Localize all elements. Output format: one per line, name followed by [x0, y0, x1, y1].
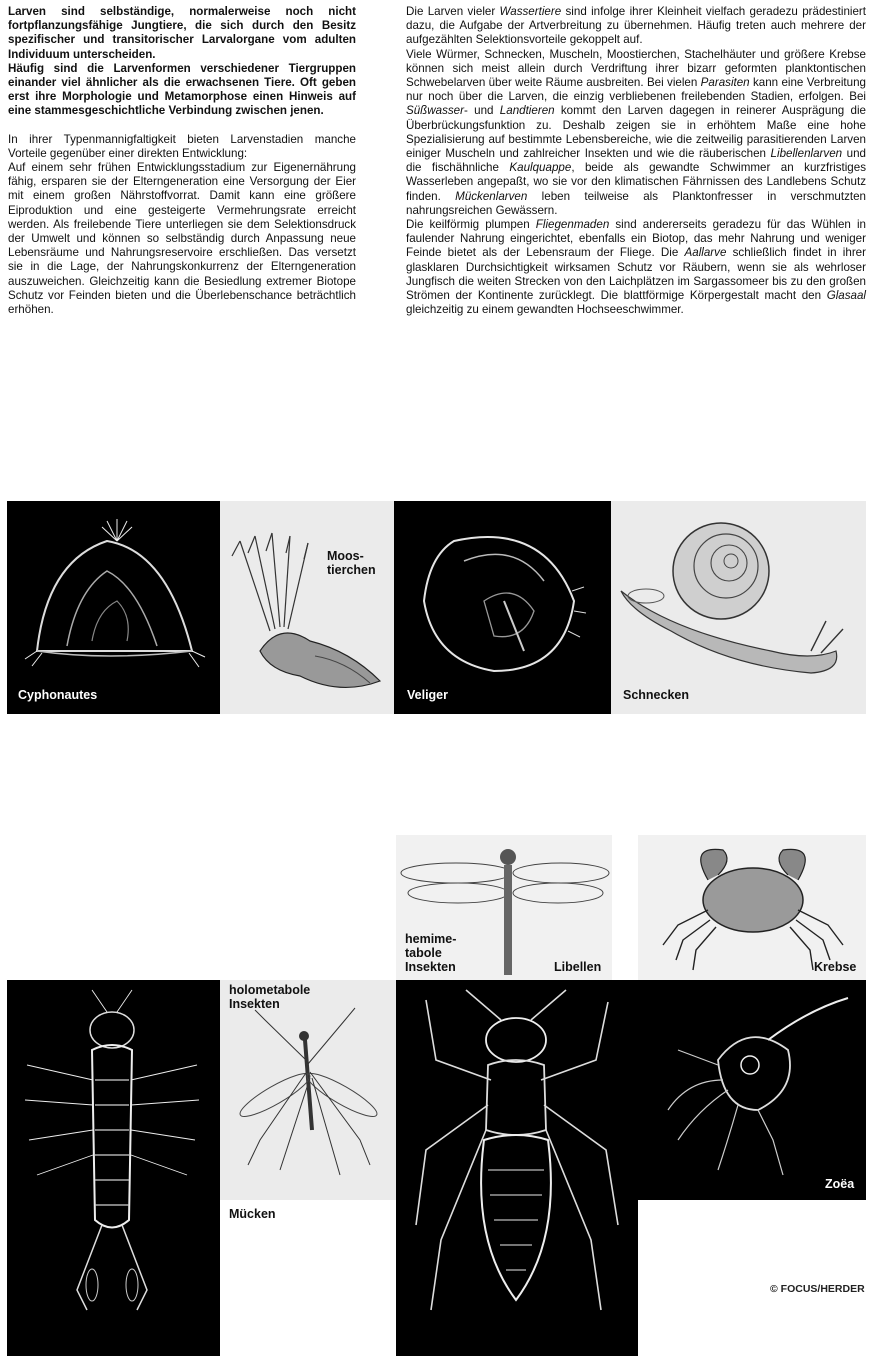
dispersal-paragraph: Viele Würmer, Schnecken, Muscheln, Moostierchen, Stachelhäuter und größere Krebse können sich meist allein durch Verdriftung ihrer bizarr geformten planktontischen Schwebelarven über weite Räume ausbreiten. Bei vielen Parasiten kann eine Verbreitung nur noch über die Larven, die einzig verbliebenen freilebenden Stadien, erfolgen. Bei Süßwasser- und Landtieren kommt den Larven dagegen in reinerer Ausprägung die Überbrückungsfunktion zu. Deshalb zeigen sie in erhöhtem Maße eine hohe Spezialisierung auf bestimmte Lebensbereiche, wie die zeitweilig parasitierenden Larven einiger Muscheln und zahlreicher Insekten und wie die räuberischen Libellenlarven und die fischähnliche Kaulquappe, beide als gewandte Schwimmer an kurzfristiges Wasserleben angepaßt, wo sie vor den klimatischen Fährnissen des Landlebens Schutz finden. Mückenlarven leben teilweise als Planktonfresser in verschmutzten nahrungsreichen Gewässern.: [406, 47, 866, 217]
similarity-bold-paragraph: Häufig sind die Larvenformen verschiedener Tiergruppen einander viel ähnlicher als die erwachsenen Tiere. Oft geben erst ihre Morphologie und Metamorphose einen Hinweis auf eine stammesgeschichtliche Verbindung zwischen jenen.: [8, 61, 356, 118]
holometabole-caption: holometabole Insekten: [229, 983, 311, 1011]
libellenlarve-panel: [396, 980, 638, 1356]
krebse-caption: Krebse: [814, 960, 857, 974]
water-animals-paragraph: Die Larven vieler Wassertiere sind infolge ihrer Kleinheit vielfach geradezu prädestiniert dazu, die Aufgabe der Artverbreitung zu übernehmen. Häufig treten auch mehrere der aufgezählten Selektionsvorteile gekoppelt auf.: [406, 5, 866, 47]
veliger-panel: [394, 501, 611, 714]
libellen-panel: [396, 835, 612, 980]
hemimetabole-caption: hemime- tabole Insekten: [405, 932, 457, 974]
intro-bold-paragraph: Larven sind selbständige, normalerweise noch nicht fortpflanzungsfähige Jungtiere, die sich durch den Besitz spezifischer und transitorischer Larvalorgane vom adulten Individuum unterscheiden.: [8, 5, 356, 61]
mueckenlarve-panel: [7, 980, 220, 1356]
krebse-illustration: [638, 835, 866, 980]
muecken-caption: Mücken: [229, 1207, 276, 1221]
cyphonautes-panel: [7, 501, 220, 714]
muecken-illustration: [220, 980, 396, 1200]
advantages-paragraph: Auf einem sehr frühen Entwicklungsstadium zur Eigenernährung fähig, ersparen sie der Elterngeneration eine Versorgung der Eier mit einem großen Nährstoffvorrat. Damit kann eine größere Eiproduktion und eine gesteigerte Vermehrungsrate erreicht werden. Als freilebende Tiere unterliegen sie dem Selektionsdruck der Umwelt und können so selbständig durch Anpassung neue Lebensräume und Nahrungsreservoire erschließen. Das versetzt sie in die Lage, der Nahrungskonkurrenz der Elterngeneration auszuweichen. Gleichzeitig kann die Besiedlung extremer Biotope Schutz vor Feinden bieten und die Überlebenschance beträchtlich erhöhen.: [8, 161, 356, 317]
libellen-caption: Libellen: [554, 960, 602, 974]
krebse-panel: [638, 835, 866, 980]
schnecken-caption: Schnecken: [623, 688, 690, 702]
right-text-column: [406, 5, 866, 317]
mueckenlarve-illustration: [7, 980, 220, 1356]
specialization-paragraph: Die keilförmig plumpen Fliegenmaden sind andererseits geradezu für das Wühlen in faulender Nahrung eingerichtet, ebenfalls ein Biotop, das mehr Nahrung und weniger Feinde bietet als der Lebensraum der Fliege. Die Aallarve schließlich findet in ihrer glasklaren Durchsichtigkeit wirksamen Schutz vor Räubern, wenn sie als wehrloser Jungfisch die weiten Strecken von den Laichplätzen im Sargassomeer bis zu den großen Strömen der Kontinente zurücklegt. Die blattförmige Körpergestalt macht den Glasaal gleichzeitig zu einem gewandten Hochseeschwimmer.: [406, 218, 866, 317]
cyphonautes-illustration: [7, 501, 220, 714]
schnecken-illustration: [611, 501, 866, 714]
zoea-illustration: [638, 980, 866, 1200]
libellenlarve-illustration: [396, 980, 638, 1356]
veliger-caption: Veliger: [407, 688, 448, 702]
advantages-intro-paragraph: In ihrer Typenmannigfaltigkeit bieten Larvenstadien manche Vorteile gegenüber einer direkten Entwicklung:: [8, 132, 356, 160]
photo-credit: © FOCUS/HERDER: [770, 1283, 865, 1295]
muecken-panel: [220, 980, 396, 1221]
left-text-column: [8, 5, 356, 317]
moostierchen-illustration: [220, 501, 394, 714]
moostierchen-caption: Moos- tierchen: [327, 549, 376, 577]
moostierchen-panel: [220, 501, 394, 714]
cyphonautes-caption: Cyphonautes: [18, 688, 98, 702]
zoea-caption: Zoëa: [825, 1177, 855, 1191]
schnecken-panel: [611, 501, 866, 714]
zoea-panel: [638, 980, 866, 1200]
veliger-illustration: [394, 501, 611, 714]
